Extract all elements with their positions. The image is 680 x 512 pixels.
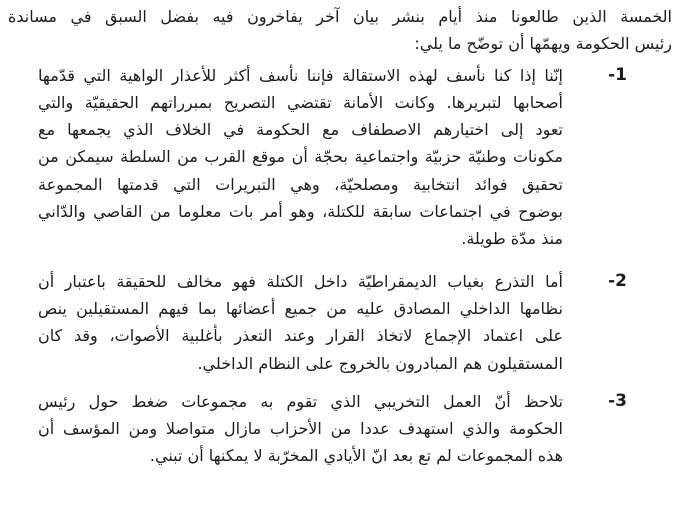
text-line: بوضوح في اجتماعات سابقة للكتلة، وهو أمر بات معلوما من القاصي والدّاني <box>38 202 563 222</box>
text-line: تلاحظ أنّ العمل التخريبي الذي تقوم به مجموعات ضغط حول رئيس <box>38 391 563 411</box>
intro-paragraph <box>8 3 672 58</box>
text-line: أما التذرع بغياب الديمقراطيّة داخل الكتلة فهو مخالف للحقيقة باعتبار أن <box>38 271 563 291</box>
list-number-1: 1- <box>608 64 627 85</box>
text-line: مكونات وطنيّة حزبيّة واجتماعية بحجّة أن موقع القرب من السلطة سيمكن من <box>38 147 563 167</box>
text-line: هذه المجموعات لم تع بعد انّ الأيادي المخرّبة لا يمكنها أن تبني. <box>149 446 563 466</box>
list-item-2 <box>38 268 627 377</box>
list-item-1 <box>38 62 627 253</box>
text-line: المستقيلون هم المبادرون بالخروج على النظام الداخلي. <box>197 353 563 373</box>
list-number-2: 2- <box>608 270 627 291</box>
text-line: أصحابها لتبريرها. وكانت الأمانة تقتضي التصريح بمبرراتهم الحقيقيّة والتي <box>38 92 563 112</box>
text-line: إنّنا إذا كنا نأسف لهذه الاستقالة فإننا نأسف أكثر للأعذار الواهية التي قدّمها <box>38 65 563 85</box>
list-item-3 <box>38 388 627 470</box>
text-line: منذ مدّة طويلة. <box>461 229 563 249</box>
text-line: نظامها الداخلي المصادق عليه من جميع أعضائها بما فيهم المستقيلين ينص <box>38 298 563 318</box>
text-line: رئيس الحكومة ويهمّها أن توضّح ما يلي: <box>414 34 672 54</box>
text-line: تعود إلى اختيارهم الاصطفاف مع الحكومة في الخلاف الذي يجمعها مع <box>38 120 563 140</box>
text-line: على اعتماد الإجماع لاتخاذ القرار وعند التعذر بأغلبية الأصوات، وقد كان <box>38 326 563 346</box>
list-number-3: 3- <box>608 390 627 411</box>
text-line: الخمسة الذين طالعونا منذ أيام بنشر بيان آخر يفاخرون فيه بفضل السبق في مساندة <box>8 7 672 26</box>
text-line: الحكومة والذي استهدف عددا من الأحزاب مازال متواصلا ومن المؤسف أن <box>38 419 563 439</box>
text-line: تحقيق فوائد انتخابية ومصلحيّة، وهي التبريرات التي قدمتها المجموعة <box>38 174 563 194</box>
